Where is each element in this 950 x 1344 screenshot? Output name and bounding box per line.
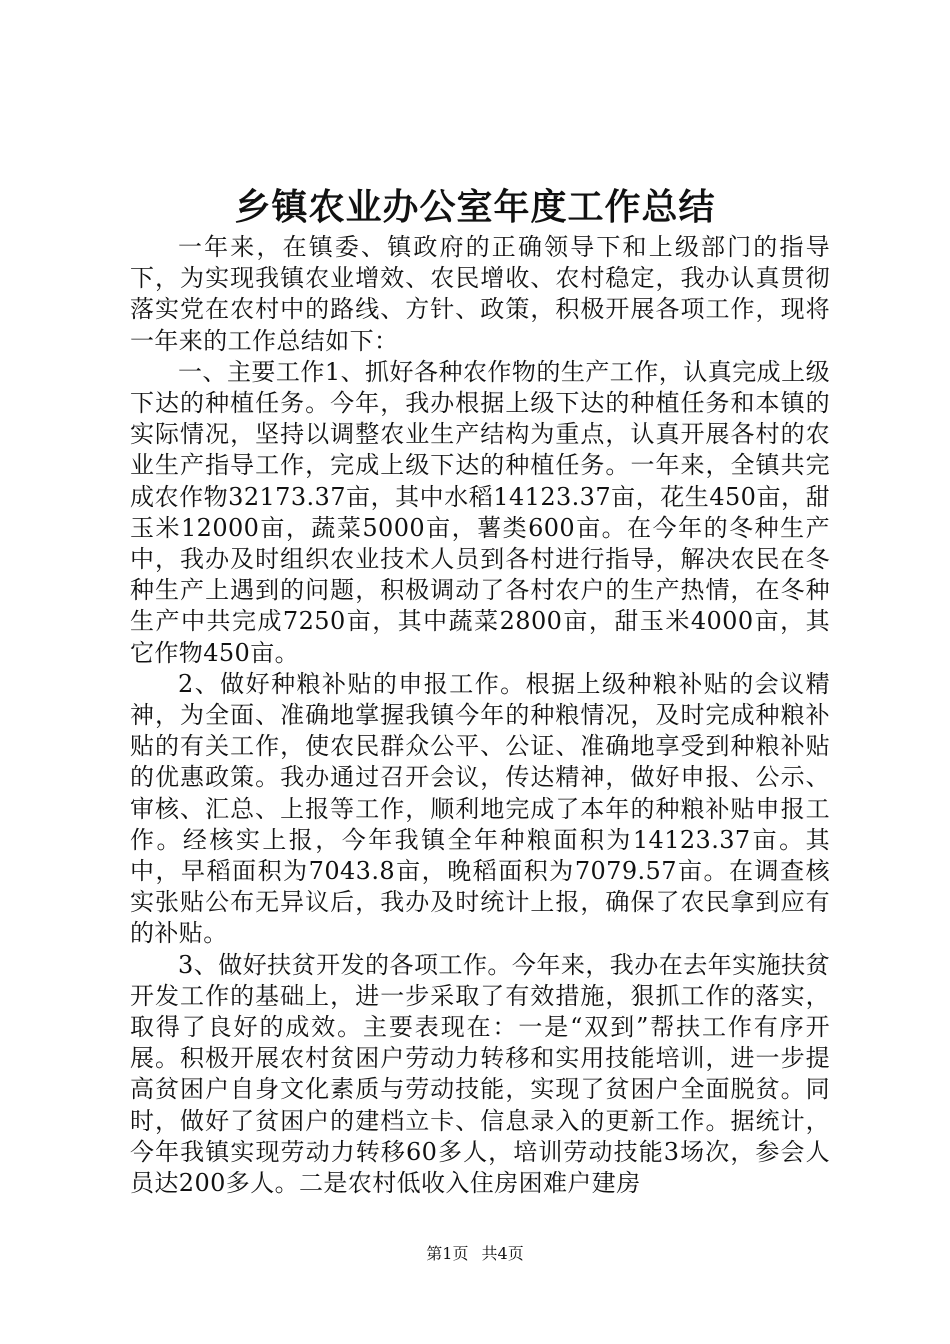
page-number: 第1页 (426, 1244, 469, 1263)
paragraph-poverty-relief: 3、做好扶贫开发的各项工作。今年来，我办在去年实施扶贫开发工作的基础上，进一步采取了有效措施，狠抓工作的落实，取得了良好的成效。主要表现在：一是“双到”帮扶工作有序开展。积极开展农村贫困户劳动力转移和实用技能培训，进一步提高贫困户自身文化素质与劳动技能，实现了贫困户全面脱贫。同时，做好了贫困户的建档立卡、信息录入的更新工作。据统计，今年我镇实现劳动力转移60多人，培训劳动技能3场次，参会人员达200多人。二是农村低收入住房困难户建房 (130, 950, 830, 1198)
paragraph-crop-production: 一、主要工作1、抓好各种农作物的生产工作，认真完成上级下达的种植任务。今年，我办根据上级下达的种植任务和本镇的实际情况，坚持以调整农业生产结构为重点，认真开展各村的农业生产指导工作，完成上级下达的种植任务。一年来，全镇共完成农作物32173.37亩，其中水稻14123.37亩，花生450亩，甜玉米12000亩，蔬菜5000亩，薯类600亩。在今年的冬种生产中，我办及时组织农业技术人员到各村进行指导，解决农民在冬种生产上遇到的问题，积极调动了各村农户的生产热情，在冬种生产中共完成7250亩，其中蔬菜2800亩，甜玉米4000亩，其它作物450亩。 (130, 357, 830, 667)
document-title: 乡镇农业办公室年度工作总结 (234, 187, 716, 228)
document-body (130, 232, 830, 1199)
page-total: 共4页 (481, 1244, 524, 1263)
paragraph-grain-subsidy: 2、做好种粮补贴的申报工作。根据上级种粮补贴的会议精神，为全面、准确地掌握我镇今年的种粮情况，及时完成种粮补贴的有关工作，使农民群众公平、公证、准确地享受到种粮补贴的优惠政策。我办通过召开会议，传达精神，做好申报、公示、审核、汇总、上报等工作，顺利地完成了本年的种粮补贴申报工作。经核实上报，今年我镇全年种粮面积为14123.37亩。其中，早稻面积为7043.8亩，晚稻面积为7079.57亩。在调查核实张贴公布无异议后，我办及时统计上报，确保了农民拿到应有的补贴。 (130, 669, 830, 948)
paragraph-intro: 一年来，在镇委、镇政府的正确领导下和上级部门的指导下，为实现我镇农业增效、农民增收、农村稳定，我办认真贯彻落实党在农村中的路线、方针、政策，积极开展各项工作，现将一年来的工作总结如下： (130, 233, 830, 355)
page-footer (0, 1244, 950, 1264)
